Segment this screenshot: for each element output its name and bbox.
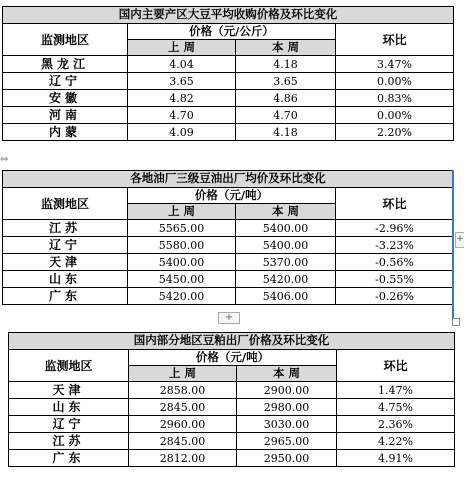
table-resize-handle[interactable] (452, 318, 460, 326)
change-cell: 4.75% (337, 399, 455, 416)
move-handle-icon[interactable]: ⇔ (0, 154, 9, 165)
this-week-cell: 3.65 (236, 73, 336, 90)
this-week-header: 本 周 (236, 204, 336, 220)
plus-icon[interactable]: + (455, 232, 464, 248)
change-header: 环比 (336, 24, 454, 56)
price-header: 价格（元/吨） (128, 188, 336, 204)
last-week-header: 上 周 (128, 40, 236, 56)
this-week-cell: 2980.00 (237, 399, 337, 416)
this-week-cell: 5420.00 (236, 271, 336, 288)
region-cell: 江苏 (3, 220, 128, 237)
last-week-cell: 5580.00 (128, 237, 236, 254)
price-header: 价格（元/公斤） (128, 24, 336, 40)
table-row (3, 107, 454, 124)
region-cell: 广东 (9, 450, 129, 467)
change-cell: -3.23% (336, 237, 454, 254)
soybean-oil-price-table (2, 170, 454, 305)
column-selection-bar (452, 170, 454, 318)
change-header: 环比 (336, 188, 454, 220)
region-cell: 天津 (9, 382, 129, 399)
change-cell: 4.91% (337, 450, 455, 467)
last-week-header: 上 周 (129, 366, 237, 382)
region-cell: 黑龙江 (3, 56, 128, 73)
last-week-cell: 5420.00 (128, 288, 236, 305)
region-cell: 广东 (3, 288, 128, 305)
region-cell: 辽宁 (3, 73, 128, 90)
change-cell: 2.20% (336, 124, 454, 141)
this-week-cell: 2965.00 (237, 433, 337, 450)
table-row (9, 416, 455, 433)
this-week-cell: 4.70 (236, 107, 336, 124)
change-cell: 0.00% (336, 73, 454, 90)
change-cell: 1.47% (337, 382, 455, 399)
table-row (3, 73, 454, 90)
last-week-cell: 4.70 (128, 107, 236, 124)
region-header: 监测地区 (3, 188, 128, 220)
region-header: 监测地区 (9, 350, 129, 382)
table-row (3, 237, 454, 254)
table-row (3, 288, 454, 305)
soybean-purchase-price-table (2, 6, 454, 141)
last-week-cell: 2845.00 (129, 399, 237, 416)
last-week-header: 上 周 (128, 204, 236, 220)
region-cell: 江苏 (9, 433, 129, 450)
region-cell: 内蒙 (3, 124, 128, 141)
table-row (9, 433, 455, 450)
last-week-cell: 4.04 (128, 56, 236, 73)
table-row (3, 220, 454, 237)
table-row (3, 56, 454, 73)
this-week-cell: 2900.00 (237, 382, 337, 399)
this-week-header: 本 周 (237, 366, 337, 382)
this-week-cell: 5370.00 (236, 254, 336, 271)
change-cell: 2.36% (337, 416, 455, 433)
region-header: 监测地区 (3, 24, 128, 56)
soybean-meal-price-table (8, 332, 455, 467)
change-cell: -0.56% (336, 254, 454, 271)
table-row (3, 124, 454, 141)
price-header: 价格（元/吨） (129, 350, 337, 366)
last-week-cell: 3.65 (128, 73, 236, 90)
table-row (9, 450, 455, 467)
this-week-cell: 4.18 (236, 124, 336, 141)
region-cell: 安徽 (3, 90, 128, 107)
last-week-cell: 5400.00 (128, 254, 236, 271)
last-week-cell: 4.09 (128, 124, 236, 141)
table-row (3, 271, 454, 288)
table-title: 国内主要产区大豆平均收购价格及环比变化 (3, 7, 454, 24)
change-header: 环比 (337, 350, 455, 382)
region-cell: 河南 (3, 107, 128, 124)
table-row (3, 90, 454, 107)
region-cell: 辽宁 (3, 237, 128, 254)
last-week-cell: 4.82 (128, 90, 236, 107)
last-week-cell: 5450.00 (128, 271, 236, 288)
plus-icon[interactable]: + (218, 312, 240, 324)
table-row (9, 399, 455, 416)
table-row (9, 382, 455, 399)
this-week-cell: 5406.00 (236, 288, 336, 305)
this-week-cell: 5400.00 (236, 220, 336, 237)
change-cell: -0.26% (336, 288, 454, 305)
change-cell: 4.22% (337, 433, 455, 450)
this-week-cell: 3030.00 (237, 416, 337, 433)
region-cell: 辽宁 (9, 416, 129, 433)
this-week-cell: 2950.00 (237, 450, 337, 467)
table-title: 国内部分地区豆粕出厂价格及环比变化 (9, 333, 455, 350)
region-cell: 天津 (3, 254, 128, 271)
this-week-header: 本 周 (236, 40, 336, 56)
this-week-cell: 4.86 (236, 90, 336, 107)
change-cell: 3.47% (336, 56, 454, 73)
region-cell: 山东 (9, 399, 129, 416)
last-week-cell: 2812.00 (129, 450, 237, 467)
change-cell: -2.96% (336, 220, 454, 237)
table-title: 各地油厂三级豆油出厂均价及环比变化 (3, 171, 454, 188)
change-cell: 0.00% (336, 107, 454, 124)
change-cell: -0.55% (336, 271, 454, 288)
this-week-cell: 4.18 (236, 56, 336, 73)
last-week-cell: 2960.00 (129, 416, 237, 433)
this-week-cell: 5400.00 (236, 237, 336, 254)
change-cell: 0.83% (336, 90, 454, 107)
region-cell: 山东 (3, 271, 128, 288)
last-week-cell: 2858.00 (129, 382, 237, 399)
last-week-cell: 5565.00 (128, 220, 236, 237)
last-week-cell: 2845.00 (129, 433, 237, 450)
table-row (3, 254, 454, 271)
